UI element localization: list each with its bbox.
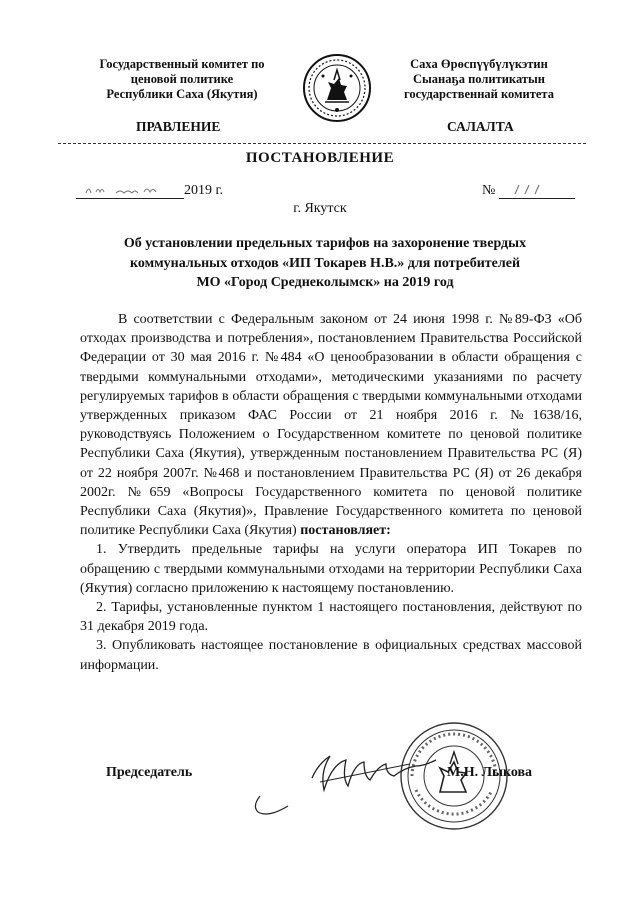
header-right-line: государственнай комитета [404,87,554,101]
handwriting-scribble-icon [509,183,559,197]
board-label-sakha: САЛАЛТА [447,119,514,134]
header-right-block [388,57,570,102]
subject-line: МО «Город Среднеколымск» на 2019 год [196,275,454,290]
signatory-name: М.Н. Лыкова [447,765,533,780]
header-right-line: Сыанаҕа политикатын [413,72,545,86]
document-city: г. Якутск [293,201,347,216]
number-sign: № [482,183,496,198]
header-left-block [82,57,282,102]
subject-line: коммунальных отходов «ИП Токарев Н.В.» для потребителей [129,255,521,271]
header-divider [58,143,586,144]
resolves-word: постановляет: [300,523,391,539]
resolution-item: 2. Тарифы, установленные пунктом 1 настоящего постановления, действуют по 31 декабря 2019 года. [80,600,582,635]
board-label-ru: ПРАВЛЕНИЕ [136,119,221,134]
handwritten-signature-icon [250,726,460,846]
number-line [482,183,575,199]
document-subject [100,234,550,293]
number-handwritten-field [499,184,575,199]
header-left-line: Республики Саха (Якутия) [106,87,258,101]
handwriting-scribble-icon [82,183,178,197]
resolution-item: 1. Утвердить предельные тарифы на услуги оператора ИП Токарев по обращению с твердыми коммунальными отходами на территории Республики Саха (Якутия) согласно приложению к настоящему постановлению. [80,542,582,596]
document-title: ПОСТАНОВЛЕНИЕ [245,150,395,166]
preamble-text: В соответствии с Федеральным законом от 24 июня 1998 г. №89-ФЗ «Об отходах производства и потребления», постановлением Правительства Российской Федерации от 30 мая 2016 г. №484 «О ценообразовании в области обращения с твердыми коммунальными отходами», методическими указаниями по расчету регулируемых тарифов в области обращения с твердыми коммунальными отходами утвержденных приказом ФАС России от 21 ноября 2016 г. №1638/16, руководствуясь Положением о Государственном комитете по ценовой политике Республики Саха (Якутия), утвержденным постановлением Правительства РС (Я) от 22 ноября 2007г. №468 и постановлением Правительства РС (Я) от 26 декабря 2002г. №659 «Вопросы Государственного комитета по ценовой политике Республики Саха (Якутия)», Правление Государственного комитета по ценовой политике Республики Саха (Якутия) [80,312,582,539]
date-year: 2019 г. [184,183,224,198]
date-line [76,183,223,199]
header-left-line: Государственный комитет по [99,57,265,71]
resolution-item: 3. Опубликовать настоящее постановление в официальных средствах массовой информации. [80,638,582,673]
header-right-line: Саха Өрөспүүбүлүкэтин [410,57,548,71]
header-left-line: ценовой политике [130,72,234,86]
yakutia-emblem-icon [301,52,373,124]
date-handwritten-field [76,184,184,199]
preamble-paragraph [80,310,582,540]
signatory-position: Председатель [106,765,193,780]
subject-line: Об установлении предельных тарифов на захоронение твердых [123,236,527,251]
document-body [80,310,582,675]
